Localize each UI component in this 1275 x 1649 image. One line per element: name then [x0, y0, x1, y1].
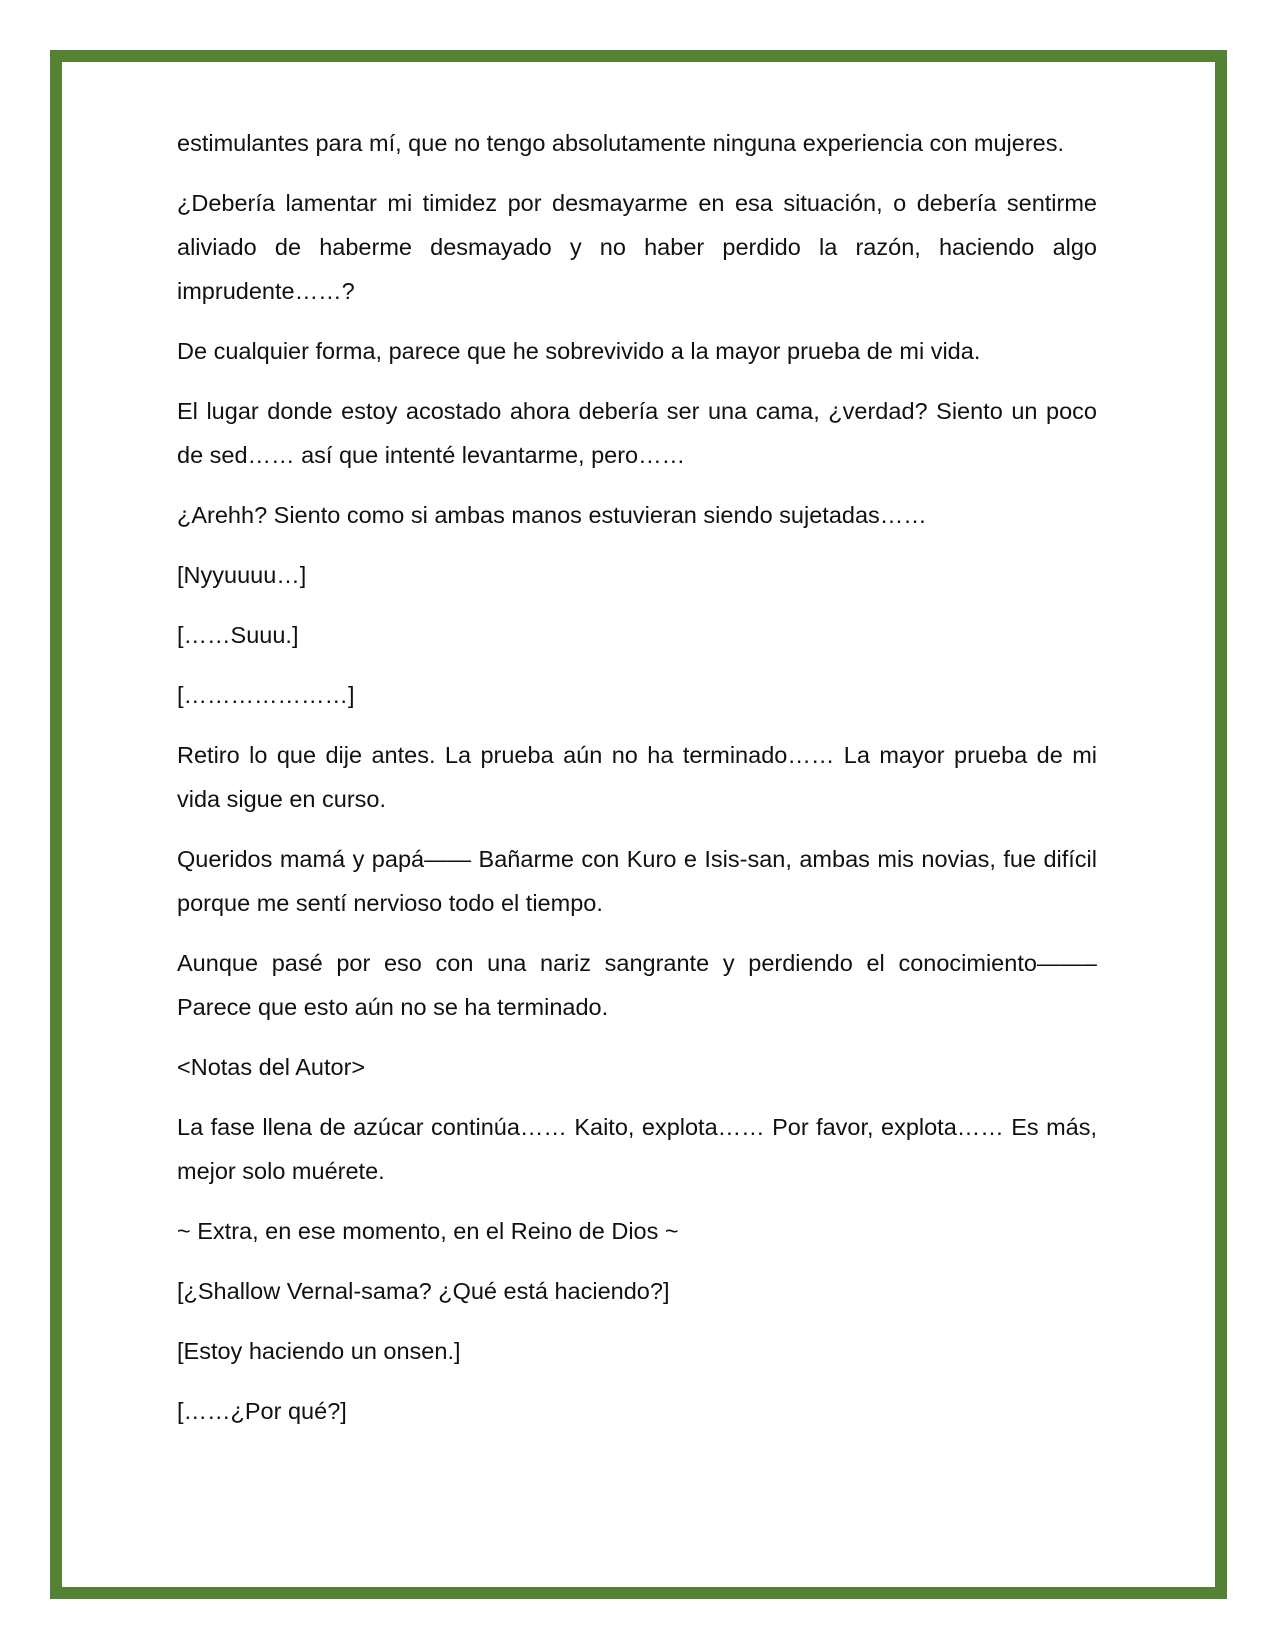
paragraph: La fase llena de azúcar continúa…… Kaito, explota…… Por favor, explota…… Es más, mejor solo muérete. [177, 1114, 1097, 1184]
dialogue-line: [Nyyuuuu…] [177, 562, 307, 588]
paragraph: Retiro lo que dije antes. La prueba aún no ha terminado…… La mayor prueba de mi vida sigue en curso. [177, 742, 1097, 812]
dialogue-line: [……¿Por qué?] [177, 1398, 347, 1424]
document-body [177, 121, 1097, 1449]
paragraph: De cualquier forma, parece que he sobrevivido a la mayor prueba de mi vida. [177, 338, 981, 364]
paragraph: Aunque pasé por eso con una nariz sangrante y perdiendo el conocimiento——– Parece que esto aún no se ha terminado. [177, 950, 1097, 1020]
dialogue-line: […………………] [177, 682, 355, 708]
paragraph: Queridos mamá y papá—— Bañarme con Kuro e Isis-san, ambas mis novias, fue difícil porque me sentí nervioso todo el tiempo. [177, 846, 1097, 916]
paragraph: El lugar donde estoy acostado ahora debería ser una cama, ¿verdad? Siento un poco de sed…… así que intenté levantarme, pero…… [177, 398, 1097, 468]
extra-heading: ~ Extra, en ese momento, en el Reino de Dios ~ [177, 1218, 679, 1244]
author-notes-heading: <Notas del Autor> [177, 1054, 366, 1080]
paragraph: estimulantes para mí, que no tengo absolutamente ninguna experiencia con mujeres. [177, 130, 1065, 156]
paragraph: ¿Debería lamentar mi timidez por desmayarme en esa situación, o debería sentirme aliviado de haberme desmayado y no haber perdido la razón, haciendo algo imprudente……? [177, 190, 1097, 304]
paragraph: ¿Arehh? Siento como si ambas manos estuvieran siendo sujetadas…… [177, 502, 927, 528]
dialogue-line: [¿Shallow Vernal-sama? ¿Qué está haciendo?] [177, 1278, 670, 1304]
dialogue-line: [……Suuu.] [177, 622, 299, 648]
dialogue-line: [Estoy haciendo un onsen.] [177, 1338, 461, 1364]
